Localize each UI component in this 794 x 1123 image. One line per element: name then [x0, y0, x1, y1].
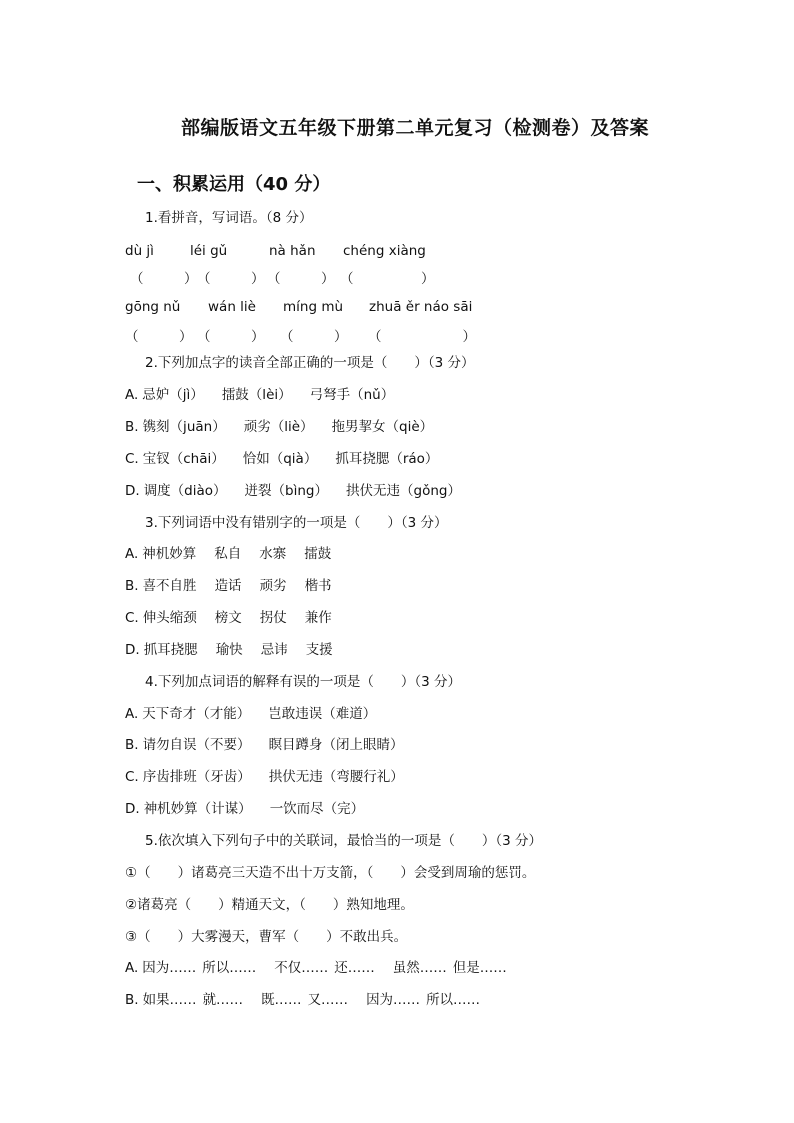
option-item: 但是……	[452, 960, 507, 976]
option-label: C.	[125, 451, 139, 467]
option-label: C.	[125, 769, 139, 785]
option-item: 请勿自误（不要）	[142, 737, 251, 753]
pinyin: dù jì	[125, 243, 154, 259]
option-item: 瞑目蹲身（闭上眼睛）	[268, 737, 404, 753]
pinyin-row-2	[125, 297, 525, 317]
option-item: 天下奇才（才能）	[142, 706, 251, 722]
option-label: B.	[125, 578, 139, 594]
question-5-stem: 5.依次填入下列句子中的关联词，最恰当的一项是（ ）（3 分）	[145, 833, 543, 849]
option-b[interactable]	[125, 990, 498, 1010]
sentence-2: ②诸葛亮（ ）精通天文，（ ）熟知地理。	[125, 897, 414, 913]
option-item: 喜不自胜	[142, 578, 197, 594]
option-b[interactable]	[125, 417, 451, 437]
pinyin: wán liè	[208, 299, 256, 315]
pinyin: léi gǔ	[190, 243, 228, 259]
option-d[interactable]	[125, 799, 382, 819]
answer-blank[interactable]: （ ）	[340, 271, 435, 287]
option-label: B.	[125, 419, 139, 435]
option-item: 拐仗	[259, 610, 287, 626]
option-item: 拖男挈女（qiè）	[331, 419, 434, 435]
option-item: 迸裂（bìng）	[244, 483, 328, 499]
option-label: A.	[125, 546, 139, 562]
option-item: 又……	[307, 992, 349, 1008]
option-c[interactable]	[125, 767, 422, 787]
option-a[interactable]	[125, 704, 394, 724]
answer-blank[interactable]: （ ）	[267, 271, 335, 287]
option-item: 支援	[305, 642, 333, 658]
pinyin: nà hǎn	[269, 243, 316, 259]
option-item: 擂鼓（lèi）	[221, 387, 292, 403]
option-item: 不仅……	[274, 960, 329, 976]
option-c[interactable]	[125, 449, 456, 469]
question-4-stem: 4.下列加点词语的解释有误的一项是（ ）（3 分）	[145, 674, 462, 690]
answer-blank[interactable]: （ ）	[125, 329, 193, 345]
option-item: 私自	[214, 546, 242, 562]
option-item: 所以……	[202, 960, 257, 976]
pinyin: chéng xiàng	[343, 243, 426, 259]
option-item: 虽然……	[392, 960, 447, 976]
option-item: 顽劣	[259, 578, 287, 594]
option-a[interactable]	[125, 958, 525, 978]
blank-row-1	[125, 269, 525, 289]
option-label: D.	[125, 483, 140, 499]
pinyin: míng mù	[283, 299, 344, 315]
option-item: 序齿排班（牙齿）	[142, 769, 251, 785]
option-label: C.	[125, 610, 139, 626]
option-item: 擂鼓	[304, 546, 332, 562]
answer-blank[interactable]: （ ）	[368, 329, 476, 345]
option-item: 兼作	[304, 610, 332, 626]
option-item: 恰如（qià）	[242, 451, 318, 467]
option-item: 榜文	[214, 610, 242, 626]
option-label: A.	[125, 387, 139, 403]
option-label: B.	[125, 992, 139, 1008]
sentence-1: ①（ ）诸葛亮三天造不出十万支箭，（ ）会受到周瑜的惩罚。	[125, 865, 536, 881]
option-item: 弓弩手（nǔ）	[309, 387, 395, 403]
option-label: B.	[125, 737, 139, 753]
option-label: A.	[125, 960, 139, 976]
question-1-stem: 1.看拼音，写词语。（8 分）	[145, 210, 313, 226]
option-item: 伸头缩颈	[142, 610, 197, 626]
option-item: 顽劣（liè）	[243, 419, 314, 435]
option-item: 抓耳挠腮	[143, 642, 198, 658]
option-item: 因为……	[366, 992, 421, 1008]
answer-blank[interactable]: （ ）	[130, 271, 198, 287]
option-item: 既……	[261, 992, 302, 1008]
option-item: 忌讳	[260, 642, 288, 658]
option-b[interactable]	[125, 576, 350, 596]
option-b[interactable]	[125, 735, 422, 755]
option-item: 水寨	[259, 546, 287, 562]
option-item: 楷书	[304, 578, 332, 594]
pinyin-row-1	[125, 241, 525, 261]
option-item: 因为……	[142, 960, 197, 976]
option-a[interactable]	[125, 385, 412, 405]
option-item: 造话	[214, 578, 242, 594]
option-item: 神机妙算	[142, 546, 197, 562]
section-heading: 一、积累运用（40 分）	[137, 174, 331, 195]
option-item: 瑜快	[215, 642, 243, 658]
option-a[interactable]	[125, 544, 349, 564]
option-item: 就……	[202, 992, 244, 1008]
option-label: A.	[125, 706, 139, 722]
option-item: 忌妒（jì）	[142, 387, 204, 403]
answer-blank[interactable]: （ ）	[197, 271, 265, 287]
option-item: 调度（diào）	[143, 483, 227, 499]
answer-blank[interactable]: （ ）	[280, 329, 348, 345]
option-item: 一饮而尽（完）	[269, 801, 365, 817]
question-2-stem: 2.下列加点字的读音全部正确的一项是（ ）（3 分）	[145, 355, 475, 371]
option-item: 如果……	[142, 992, 197, 1008]
option-d[interactable]	[125, 640, 351, 660]
sentence-3: ③（ ）大雾漫天，曹军（ ）不敢出兵。	[125, 929, 408, 945]
option-item: 还……	[334, 960, 375, 976]
pinyin: gōng nǔ	[125, 299, 181, 315]
option-label: D.	[125, 642, 140, 658]
option-item: 宝钗（chāi）	[142, 451, 225, 467]
option-d[interactable]	[125, 481, 479, 501]
document-title: 部编版语文五年级下册第二单元复习（检测卷）及答案	[180, 117, 649, 139]
option-item: 拱伏无违（弯腰行礼）	[268, 769, 404, 785]
pinyin: zhuā ěr náo sāi	[369, 299, 473, 315]
option-item: 神机妙算（计谋）	[143, 801, 252, 817]
option-c[interactable]	[125, 608, 350, 628]
option-label: D.	[125, 801, 140, 817]
option-item: 岂敢违误（难道）	[268, 706, 377, 722]
option-item: 镌刻（juān）	[142, 419, 226, 435]
blank-row-2	[125, 327, 525, 347]
option-item: 所以……	[426, 992, 481, 1008]
option-item: 抓耳挠腮（ráo）	[335, 451, 439, 467]
option-item: 拱伏无违（gǒng）	[346, 483, 461, 499]
answer-blank[interactable]: （ ）	[197, 329, 265, 345]
question-3-stem: 3.下列词语中没有错别字的一项是（ ）（3 分）	[145, 515, 448, 531]
